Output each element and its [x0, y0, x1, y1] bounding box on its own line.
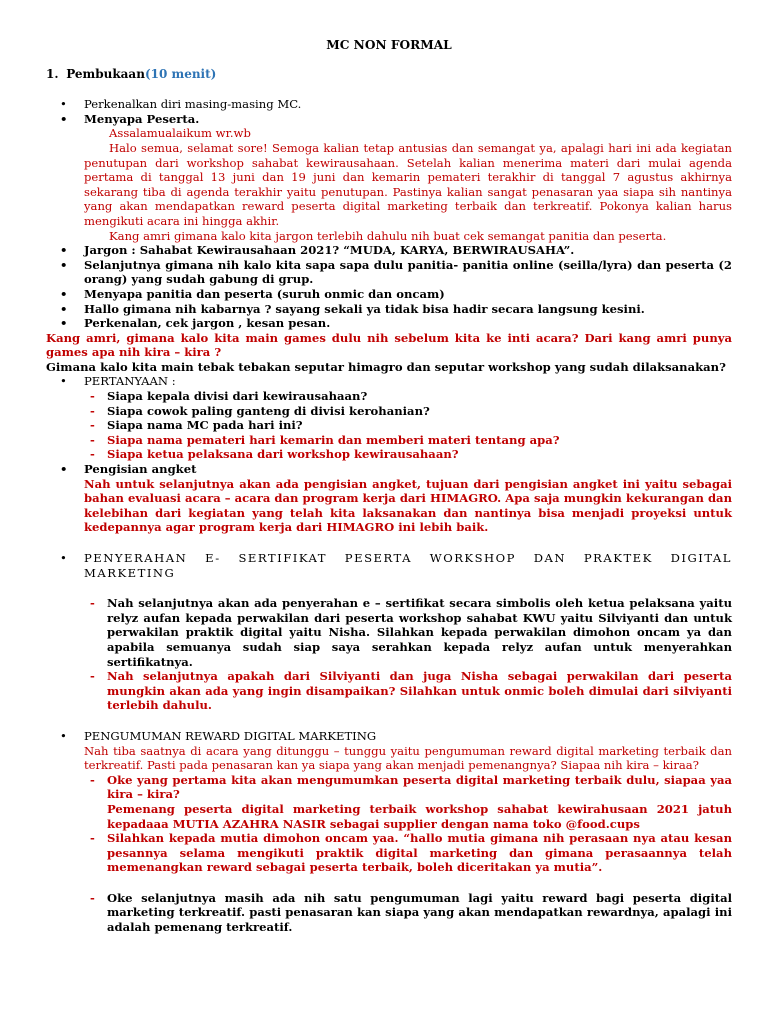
- document-title: MC NON FORMAL: [326, 38, 452, 52]
- bullet-list-sertifikat: [46, 551, 732, 580]
- bullet-angket: • Pengisian angket: [46, 462, 732, 477]
- paragraph-games: Kang amri, gimana kalo kita main games dulu nih sebelum kita ke inti acara? Dari kang amri punya games apa nih kira – kira ?: [46, 330, 732, 360]
- paragraph-halo: Halo semua, selamat sore! Semoga kalian tetap antusias dan semangat ya, apalagi hari ini ada kegiatan penutupan dari workshop sahabat kewirausahaan. Setelah kalian menerima materi dari mulai agenda pertama di tanggal 13 juni dan 19 juni dan kemarin pemateri terakhir di tanggal 7 agustus akhirnya sekarang tiba di agenda terakhir yaitu penutupan. Pastinya kalian sangat penasaran yaa siapa sih nantinya yang akan mendapatkan reward peserta digital marketing terbaik dan terkreatif. Pokonya kalian harus mengikuti acara ini hingga akhir.: [84, 140, 732, 228]
- reward-item-winner: Pemenang peserta digital marketing terbaik workshop sahabat kewirahusaan 2021 jatuh kepadaaa MUTIA AZAHRA NASIR sebagai supplier dengan nama toko @food.cups: [107, 801, 732, 831]
- reward-item: [46, 773, 732, 831]
- question-item: - Siapa cowok paling ganteng di divisi kerohanian?: [46, 404, 732, 419]
- reward-item: - Silahkan kepada mutia dimohon oncam yaa. “hallo mutia gimana nih perasaan nya atau kesan pesannya selama mengikuti praktik digital marketing dan gimana perasaannya telah memenangkan reward sebagai peserta terbaik, boleh diceritakan ya mutia”.: [46, 831, 732, 875]
- section-number: 1.: [46, 66, 59, 81]
- bullet-list-reward: [46, 729, 732, 744]
- bullet-greet-committee: • Selanjutnya gimana nih kalo kita sapa sapa dulu panitia- panitia online (seilla/lyra) dan peserta (2 orang) yang sudah gabung di grup.: [46, 258, 732, 287]
- sertifikat-item: - Nah selanjutnya akan ada penyerahan e – sertifikat secara simbolis oleh ketua pelaksana yaitu relyz aufan kepada perwakilan dari peserta workshop sahabat KWU yaitu Silviyanti dan untuk perwakilan praktik digital yaitu Nisha. Silahkan kepada perwakilan dimohon oncam ya dan apabila semuanya sudah siap saya serahkan kepada relyz aufan untuk menyerahkan sertifikatnya.: [46, 596, 732, 669]
- bullet-perkenalan: • Perkenalan, cek jargon , kesan pesan.: [46, 316, 732, 331]
- bullet-list-jargon: [46, 243, 732, 331]
- question-item: - Siapa nama MC pada hari ini?: [46, 418, 732, 433]
- bullet-jargon: • Jargon : Sahabat Kewirausahaan 2021? “MUDA, KARYA, BERWIRAUSAHA”.: [46, 243, 732, 258]
- sertifikat-list: [46, 596, 732, 713]
- reward-item-question: - Oke yang pertama kita akan mengumumkan peserta digital marketing terbaik dulu, siapaa yaa kira – kira?: [107, 772, 732, 802]
- section-duration: (10 menit): [144, 66, 217, 81]
- section-heading-pembukaan: [46, 67, 732, 82]
- paragraph-reward-intro: Nah tiba saatnya di acara yang ditunggu – tunggu yaitu pengumuman reward digital marketing terbaik dan terkreatif. Pasti pada penasaran kan ya siapa yang akan menjadi pemenangnya? Siapaa nih kira – kiraa?: [84, 743, 732, 773]
- bullet-onmic-oncam: • Menyapa panitia dan peserta (suruh onmic dan oncam): [46, 287, 732, 302]
- heading-sertifikat: • PENYERAHAN E- SERTIFIKAT PESERTA WORKSHOP DAN PRAKTEK DIGITAL MARKETING: [46, 551, 732, 580]
- bullet-intro-mc: • Perkenalkan diri masing-masing MC.: [46, 97, 732, 112]
- section-label: Pembukaan: [66, 66, 145, 81]
- bullet-greet-participants: • Menyapa Peserta.: [46, 112, 732, 127]
- bullet-hallo: • Hallo gimana nih kabarnya ? sayang sekali ya tidak bisa hadir secara langsung kesini.: [46, 302, 732, 317]
- paragraph-tebak: Gimana kalo kita main tebak tebakan seputar himagro dan seputar workshop yang sudah dilaksanakan?: [46, 359, 726, 374]
- question-item: - Siapa nama pemateri hari kemarin dan memberi materi tentang apa?: [46, 433, 732, 448]
- sertifikat-item: - Nah selanjutnya apakah dari Silviyanti dan juga Nisha sebagai perwakilan dari peserta mungkin akan ada yang ingin disampaikan? Silahkan untuk onmic boleh dimulai dari silviyanti terlebih dahulu.: [46, 669, 732, 713]
- bullet-list-angket: [46, 462, 732, 477]
- bullet-list-pertanyaan: [46, 374, 732, 389]
- question-item: - Siapa ketua pelaksana dari workshop kewirausahaan?: [46, 447, 732, 462]
- bullet-pertanyaan: • PERTANYAAN :: [46, 374, 732, 389]
- reward-list: [46, 773, 732, 875]
- greeting-line: Assalamualaikum wr.wb: [109, 126, 251, 141]
- bullet-list-opening: [46, 97, 732, 126]
- paragraph-angket: Nah untuk selanjutnya akan ada pengisian angket, tujuan dari pengisian angket ini yaitu sebagai bahan evaluasi acara – acara dan program kerja dari HIMAGRO. Apa saja mungkin kekurangan dan kelebihan dari kegiatan yang telah kita laksanakan dan nantinya bisa menjadi proyeksi untuk kedepannya agar program kerja dari HIMAGRO ini lebih baik.: [84, 476, 732, 535]
- reward-list-2: [46, 891, 732, 935]
- question-list: [46, 389, 732, 462]
- question-item: - Siapa kepala divisi dari kewirausahaan?: [46, 389, 732, 404]
- paragraph-jargon-intro: Kang amri gimana kalo kita jargon terlebih dahulu nih buat cek semangat panitia dan peserta.: [109, 228, 667, 243]
- heading-reward: • PENGUMUMAN REWARD DIGITAL MARKETING: [46, 729, 732, 744]
- reward-item: - Oke selanjutnya masih ada nih satu pengumuman lagi yaitu reward bagi peserta digital marketing terkreatif. pasti penasaran kan siapa yang akan mendapatkan rewardnya, apalagi ini adalah pemenang terkreatif.: [46, 891, 732, 935]
